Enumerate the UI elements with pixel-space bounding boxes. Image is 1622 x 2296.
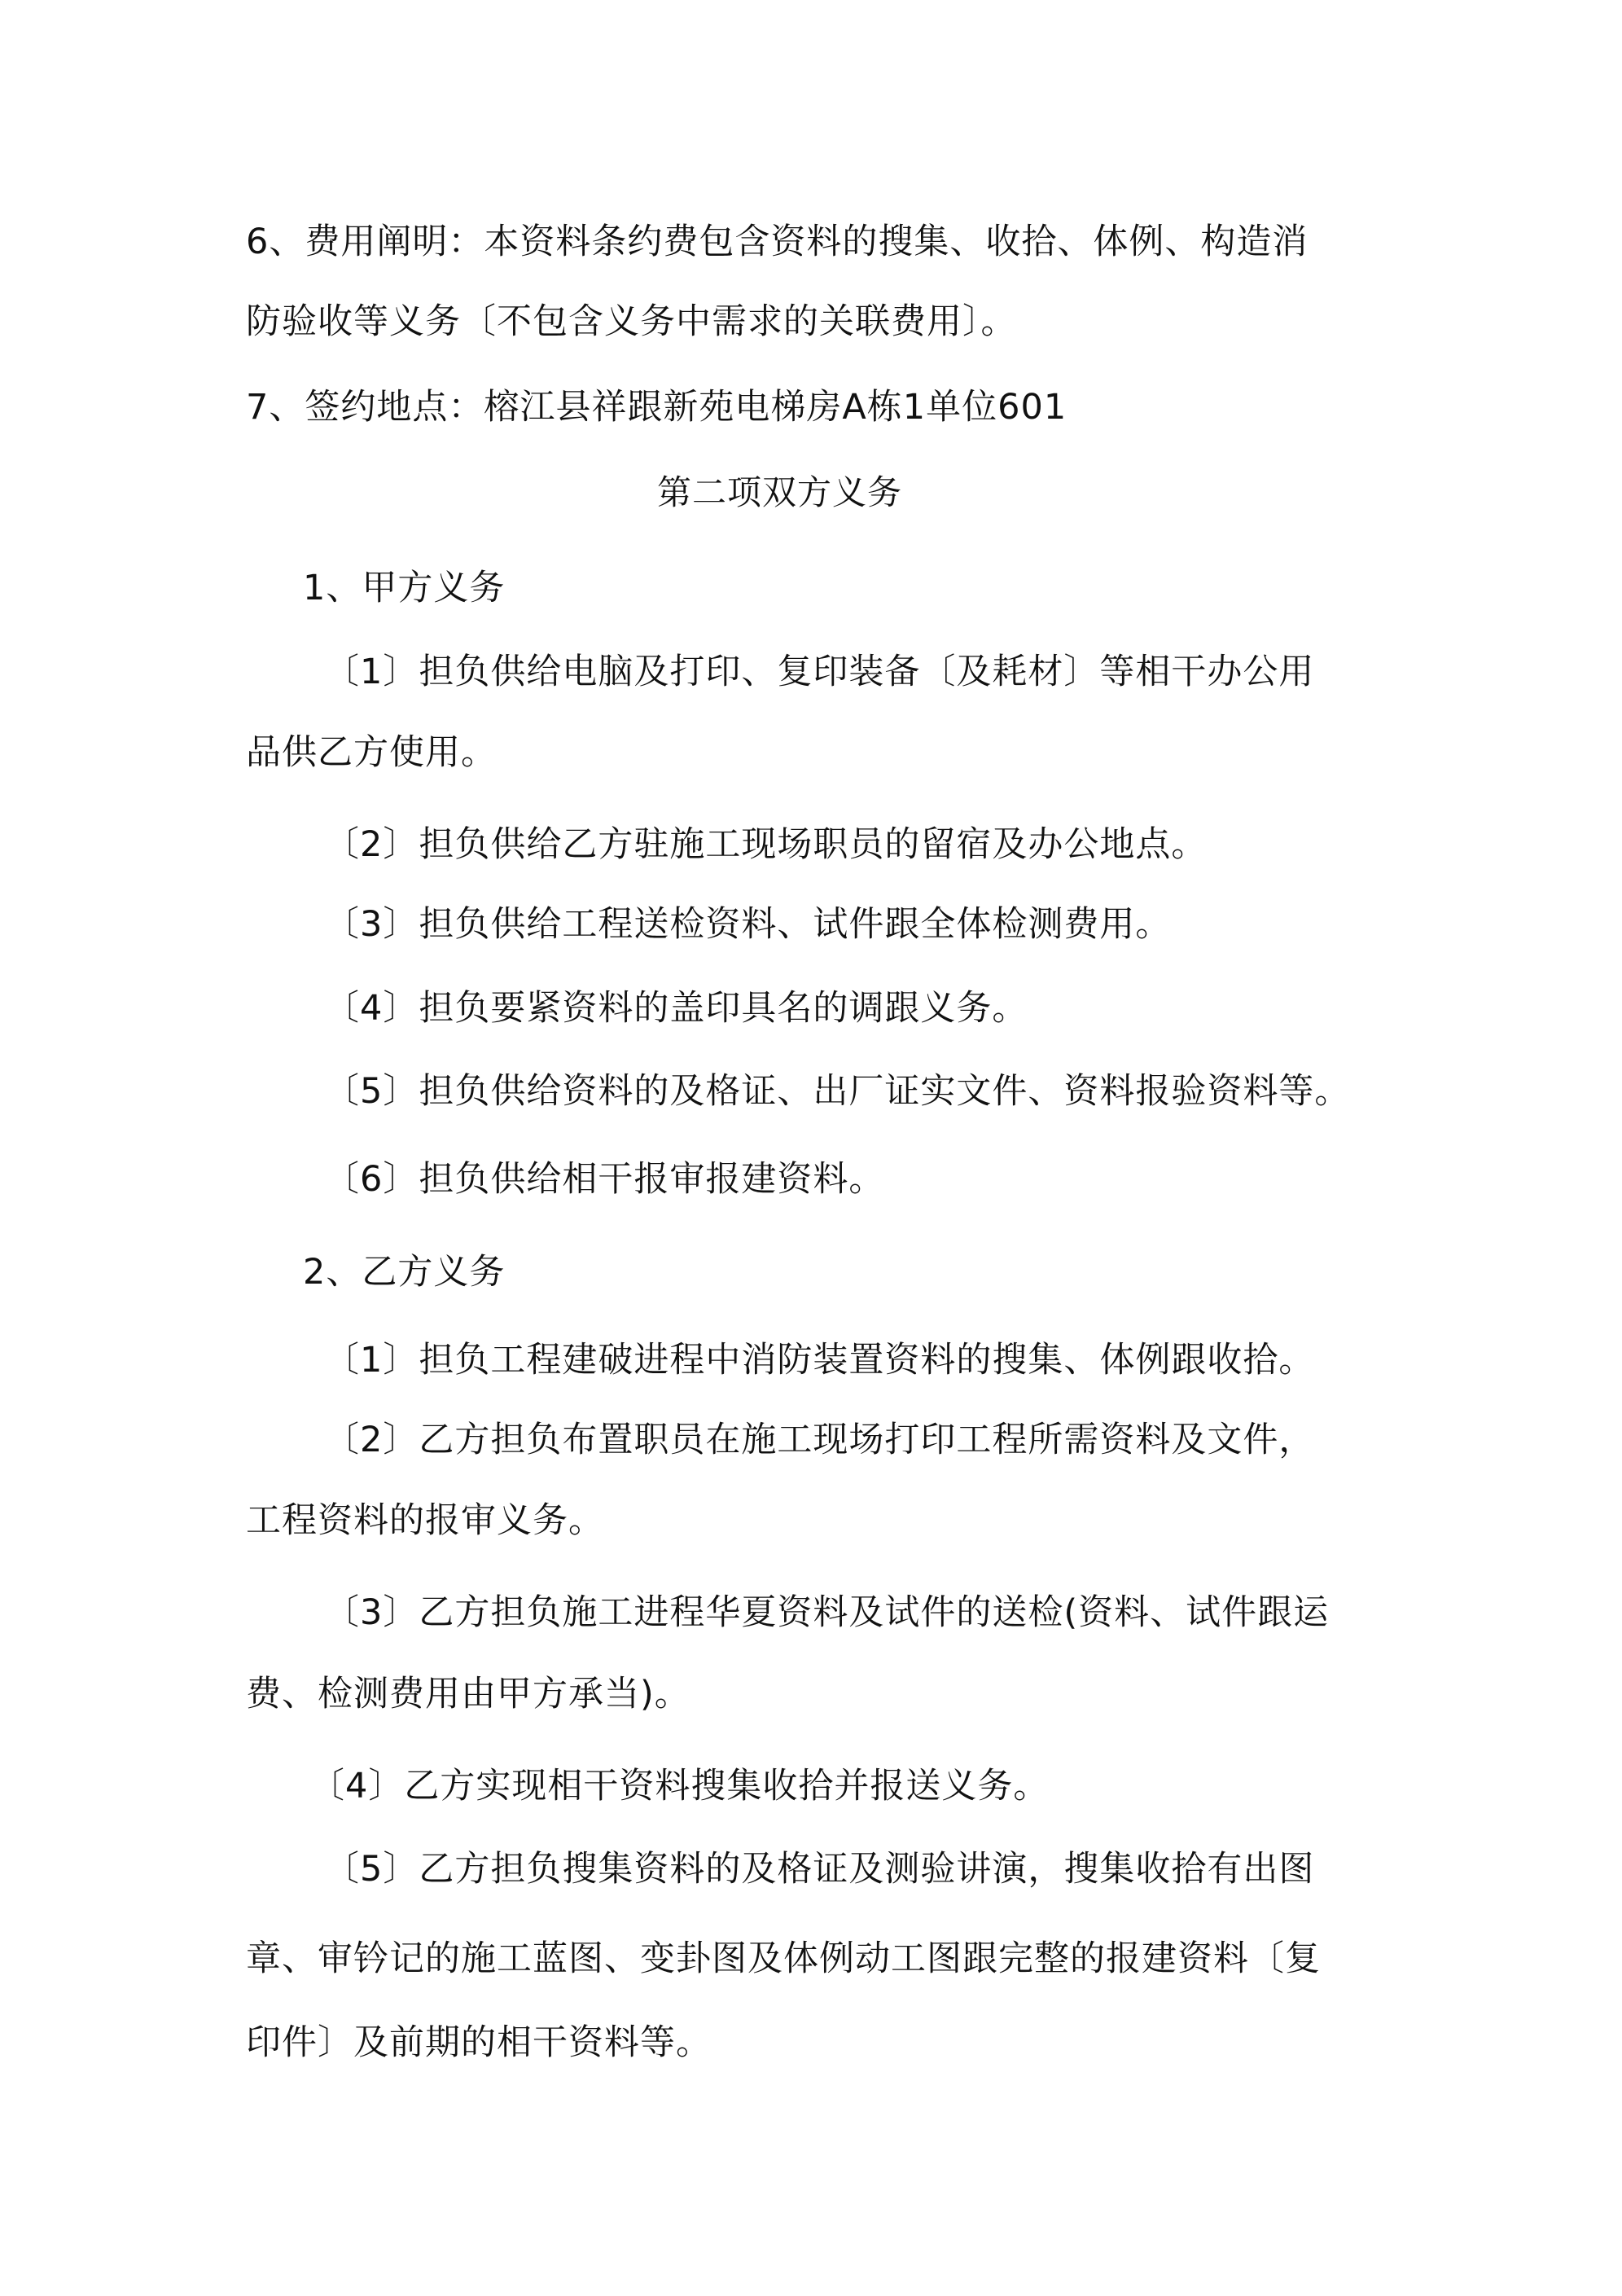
party-b-heading: 2、乙方义务	[303, 1252, 506, 1293]
party-a-item-1-line-2: 品供乙方使用。	[246, 732, 497, 773]
clause-7-line: 7、签约地点：榕江县祥跟新苑电梯房A栋1单位601	[246, 387, 1067, 428]
party-a-item-2: 〔2〕担负供给乙方驻施工现场职员的留宿及办公地点。	[324, 824, 1208, 865]
party-b-item-2-line-2: 工程资料的报审义务。	[246, 1500, 604, 1541]
party-b-item-5-line-3: 印件〕及前期的相干资料等。	[246, 2022, 712, 2063]
party-b-item-3-line-1: 〔3〕乙方担负施工进程华夏资料及试件的送检(资料、试件跟运	[324, 1592, 1330, 1633]
clause-6-line-2: 防验收等义务〔不包含义务中需求的关联费用〕。	[246, 301, 1017, 342]
party-b-item-2-line-1: 〔2〕乙方担负布置职员在施工现场打印工程所需资料及文件，	[324, 1420, 1315, 1460]
party-b-item-3-line-2: 费、检测费用由甲方承当)。	[246, 1674, 690, 1714]
party-a-heading: 1、甲方义务	[303, 568, 506, 608]
party-a-item-5: 〔5〕担负供给资料的及格证、出厂证实文件、资料报验资料等。	[324, 1071, 1351, 1112]
party-b-item-5-line-2: 章、审钤记的施工蓝图、变卦图及体例动工图跟完整的报建资料〔复	[246, 1938, 1321, 1979]
party-a-item-4: 〔4〕担负要紧资料的盖印具名的调跟义务。	[324, 988, 1028, 1029]
party-a-item-6: 〔6〕担负供给相干报审报建资料。	[324, 1159, 885, 1200]
section-heading: 第二项双方义务	[657, 472, 903, 512]
party-b-item-1: 〔1〕担负工程建破进程中消防装置资料的搜集、体例跟收拾。	[324, 1340, 1315, 1381]
party-b-item-4: 〔4〕乙方实现相干资料搜集收拾并报送义务。	[309, 1766, 1050, 1807]
party-a-item-1-line-1: 〔1〕担负供给电脑及打印、复印装备〔及耗材〕等相干办公用	[324, 652, 1315, 692]
clause-6-line-1: 6、费用阐明：本资料条约费包含资料的搜集、收拾、体例、构造消	[246, 222, 1309, 262]
party-a-item-3: 〔3〕担负供给工程送检资料、试件跟全体检测费用。	[324, 904, 1172, 945]
party-b-item-5-line-1: 〔5〕乙方担负搜集资料的及格证及测验讲演，搜集收拾有出图	[324, 1849, 1315, 1890]
